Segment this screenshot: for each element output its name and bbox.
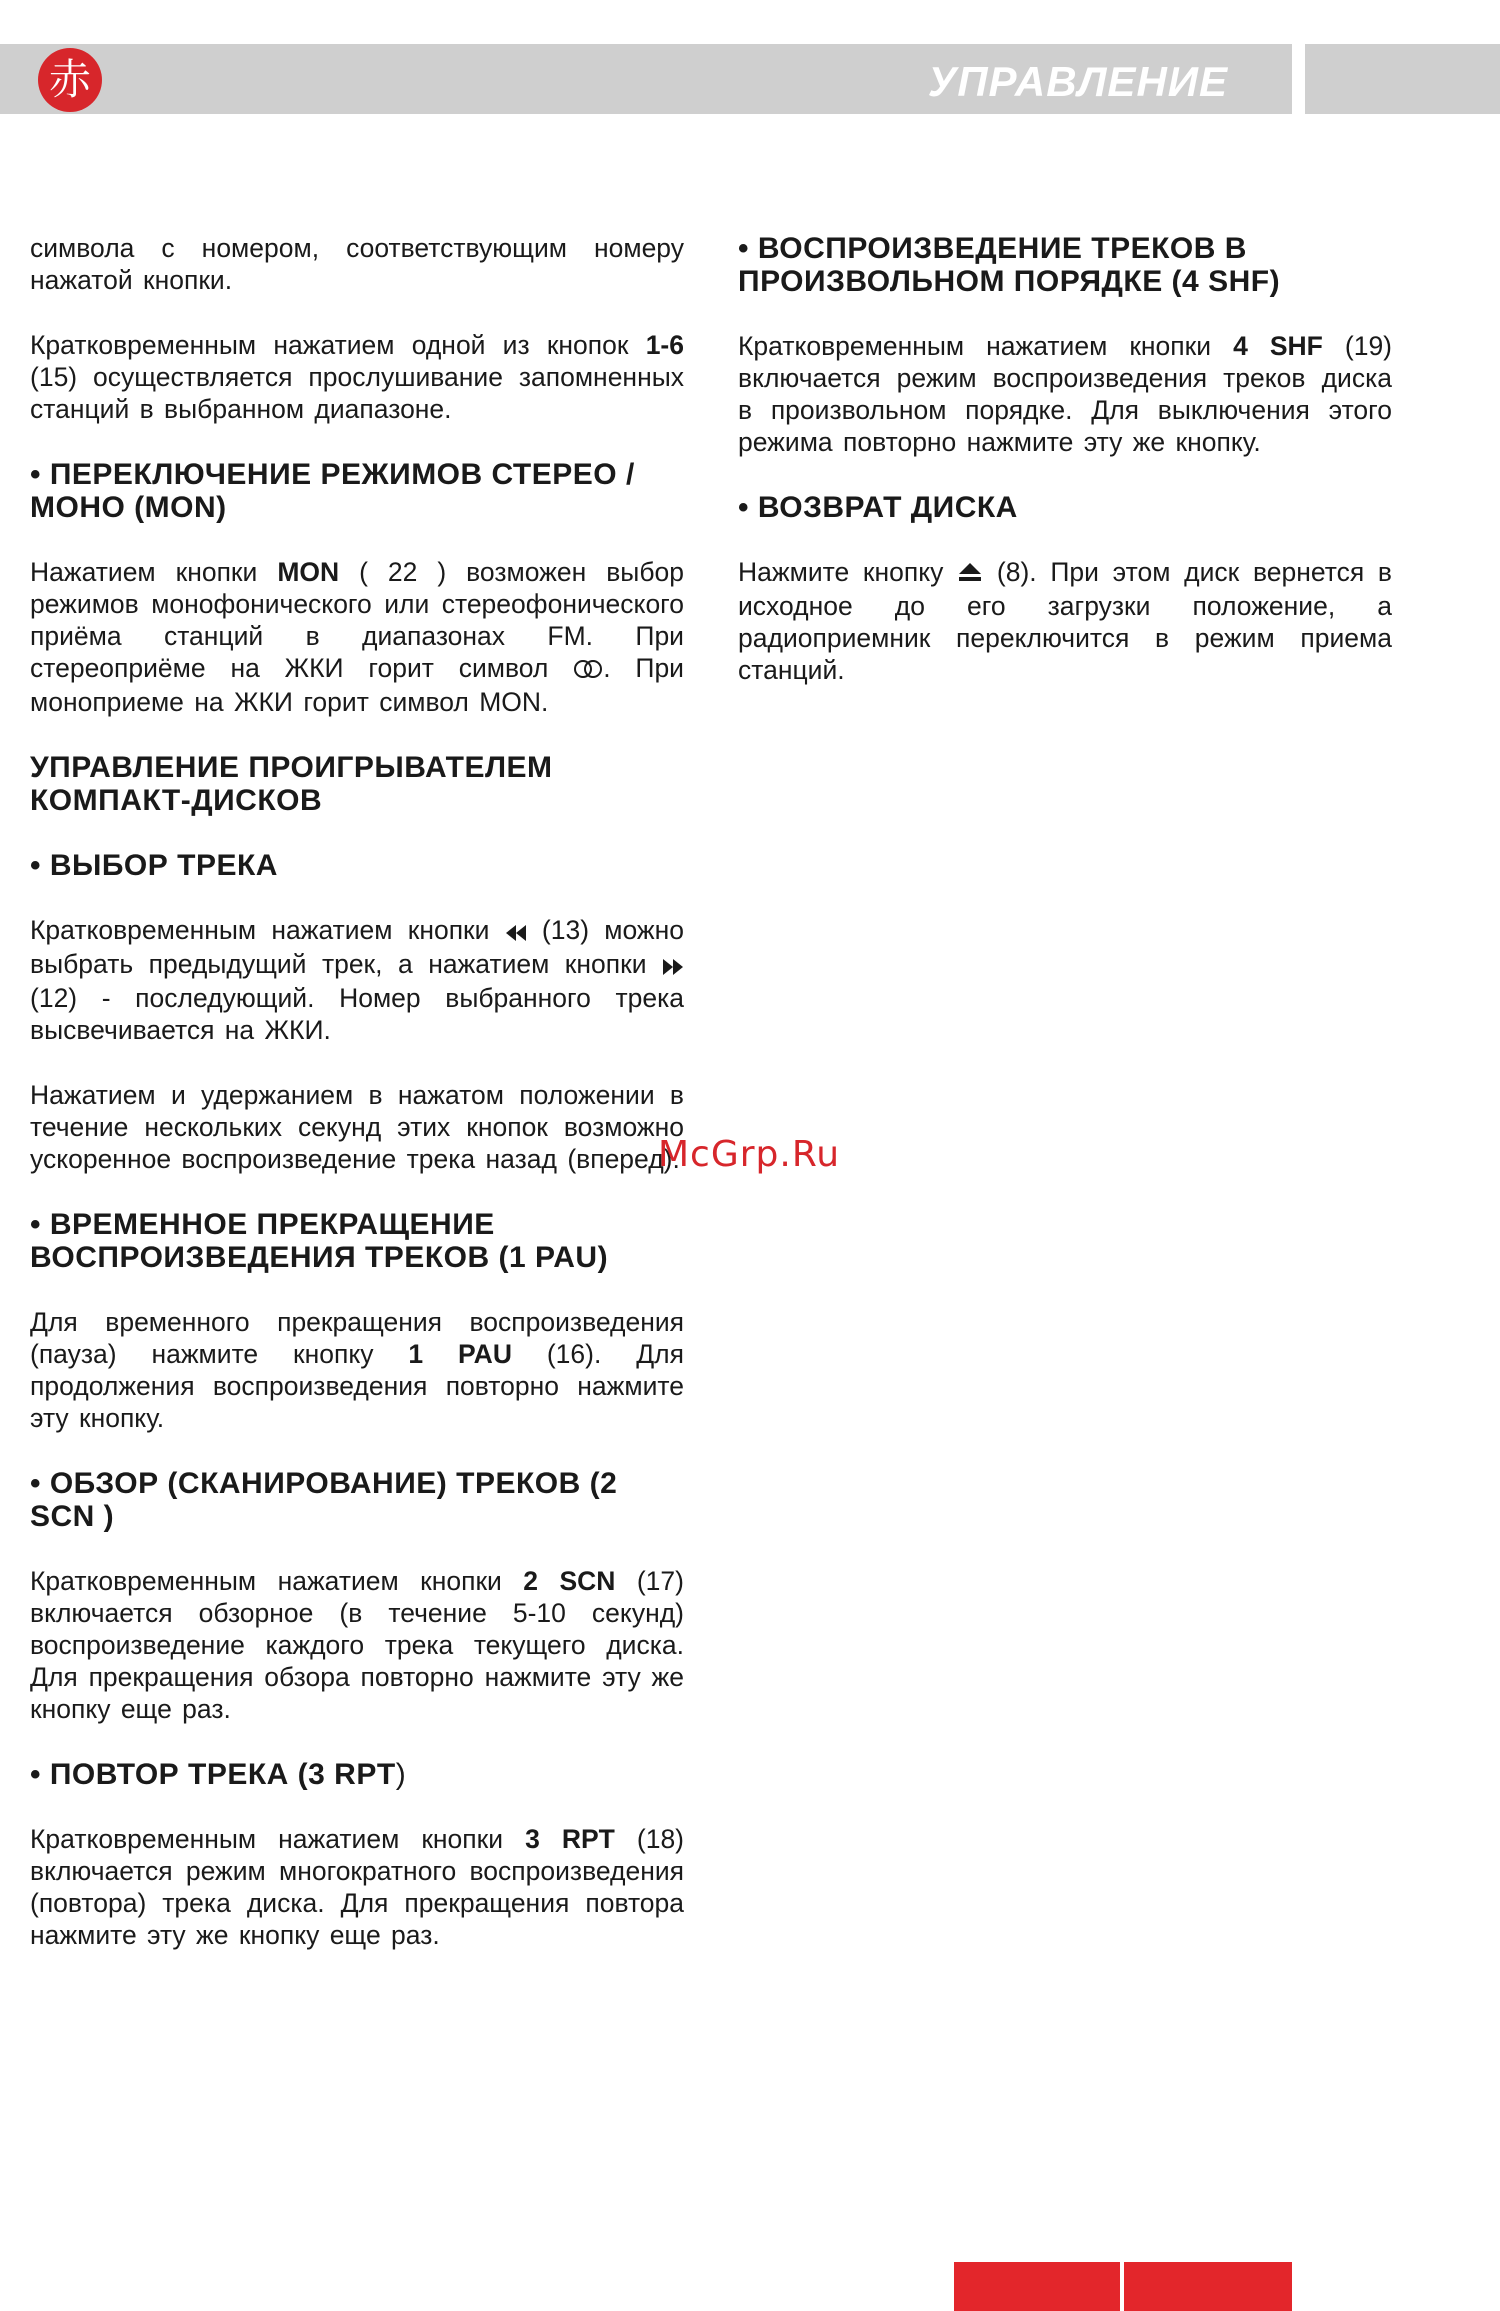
header-tab [1305,44,1500,114]
button-ref-4-shf: 4 SHF [1233,331,1323,361]
brand-logo [38,48,102,112]
stereo-icon [573,654,603,686]
paragraph-symbol: символа с номером, соответствующим номеру нажатой кнопки. [30,233,684,295]
button-ref-2-scn: 2 SCN [523,1566,616,1596]
heading-cd-control: УПРАВЛЕНИЕ ПРОИГРЫВАТЕЛЕМ КОМПАКТ-ДИСКОВ [30,751,553,817]
next-track-icon [662,950,684,982]
footer-bar-right [1124,2262,1292,2311]
heading-pause: • ВРЕМЕННОЕ ПРЕКРАЩЕНИЕ ВОСПРОИЗВЕДЕНИЯ ТРЕКОВ (1 PAU) [30,1208,609,1274]
heading-scan: • ОБЗОР (СКАНИРОВАНИЕ) ТРЕКОВ (2 SCN ) [30,1467,618,1533]
footer-bar-left [954,2262,1120,2311]
watermark: McGrp.Ru [658,1134,841,1175]
paragraph-fast-playback: Нажатием и удержанием в нажатом положении в течение нескольких секунд этих кнопок возможно ускоренное воспроизведение трека назад (вперед). [30,1080,684,1174]
section-title: УПРАВЛЕНИЕ [927,58,1228,105]
paragraph-stereo-mono [30,556,684,718]
paragraph-eject [738,556,1392,686]
text: (18) включается режим многократного воспроизведения (повтора) трека диска. Для прекращения повтора нажмите эту же кнопку еще раз. [30,1824,685,1950]
text: Для временного прекращения воспроизведения (пауза) нажмите кнопку [30,1307,684,1369]
button-ref-1-pau: 1 PAU [408,1339,512,1369]
text: (16). Для продолжения воспроизведения повторно нажмите эту кнопку. [30,1339,684,1433]
eject-icon [957,558,983,590]
heading-stereo-mono: • ПЕРЕКЛЮЧЕНИЕ РЕЖИМОВ СТЕРЕО / МОНО (MON) [30,458,635,524]
paragraph-track-select [30,914,684,1046]
text: Кратковременным нажатием кнопки [30,1824,504,1854]
text: ) [395,1758,407,1791]
text: (17) включается обзорное (в течение 5-10 секунд) воспроизведение каждого трека текущего диска. Для прекращения обзора повторно нажмите эту же кнопку еще раз. [30,1566,684,1724]
right-column [738,232,1392,719]
text: Нажмите кнопку [738,557,944,587]
text: (8). При этом диск вернется в исходное до его загрузки положение, а радиоприемник переключится в режим приема станций. [738,557,1392,685]
text: . При моноприеме на ЖКИ горит символ MON. [30,653,684,717]
left-column [30,232,684,1984]
heading-repeat [30,1758,684,1791]
previous-track-icon [505,916,527,948]
button-ref-3-rpt: 3 RPT [525,1824,615,1854]
button-ref-mon: MON [277,557,340,587]
text: • ПОВТОР ТРЕКА (3 RPT [30,1758,396,1791]
text: Нажатием кнопки [30,557,258,587]
button-ref-1-6: 1-6 [645,330,684,360]
text: Кратковременным нажатием кнопки [30,915,490,945]
text: (12) - последующий. Номер выбранного трека высвечивается на ЖКИ. [30,983,684,1045]
text: (13) можно выбрать предыдущий трек, а нажатием кнопки [30,915,684,979]
text: Кратковременным нажатием кнопки [30,1566,502,1596]
paragraph-scan [30,1565,684,1725]
paragraph-shuffle [738,330,1392,458]
text: (19) включается режим воспроизведения треков диска в произвольном порядке. Для выключения этого режима повторно нажмите эту же кнопку. [738,331,1393,457]
paragraph-pause [30,1306,684,1434]
paragraph-repeat [30,1823,684,1951]
text: (15) осуществляется прослушивание запомненных станций в выбранном диапазоне. [30,362,684,424]
heading-eject: • ВОЗВРАТ ДИСКА [738,491,1018,524]
logo-glyph: 赤 [48,55,91,104]
heading-shuffle: • ВОСПРОИЗВЕДЕНИЕ ТРЕКОВ В ПРОИЗВОЛЬНОМ ПОРЯДКЕ (4 SHF) [738,232,1281,298]
text: Кратковременным нажатием кнопки [738,331,1212,361]
text: ( 22 ) возможен выбор режимов монофонического или стереофонического приёма станций в диапазонах FM. При стереоприёме на ЖКИ горит символ [30,557,684,683]
paragraph-presets [30,329,684,425]
text: Кратковременным нажатием одной из кнопок [30,330,629,360]
heading-track-select: • ВЫБОР ТРЕКА [30,849,278,882]
